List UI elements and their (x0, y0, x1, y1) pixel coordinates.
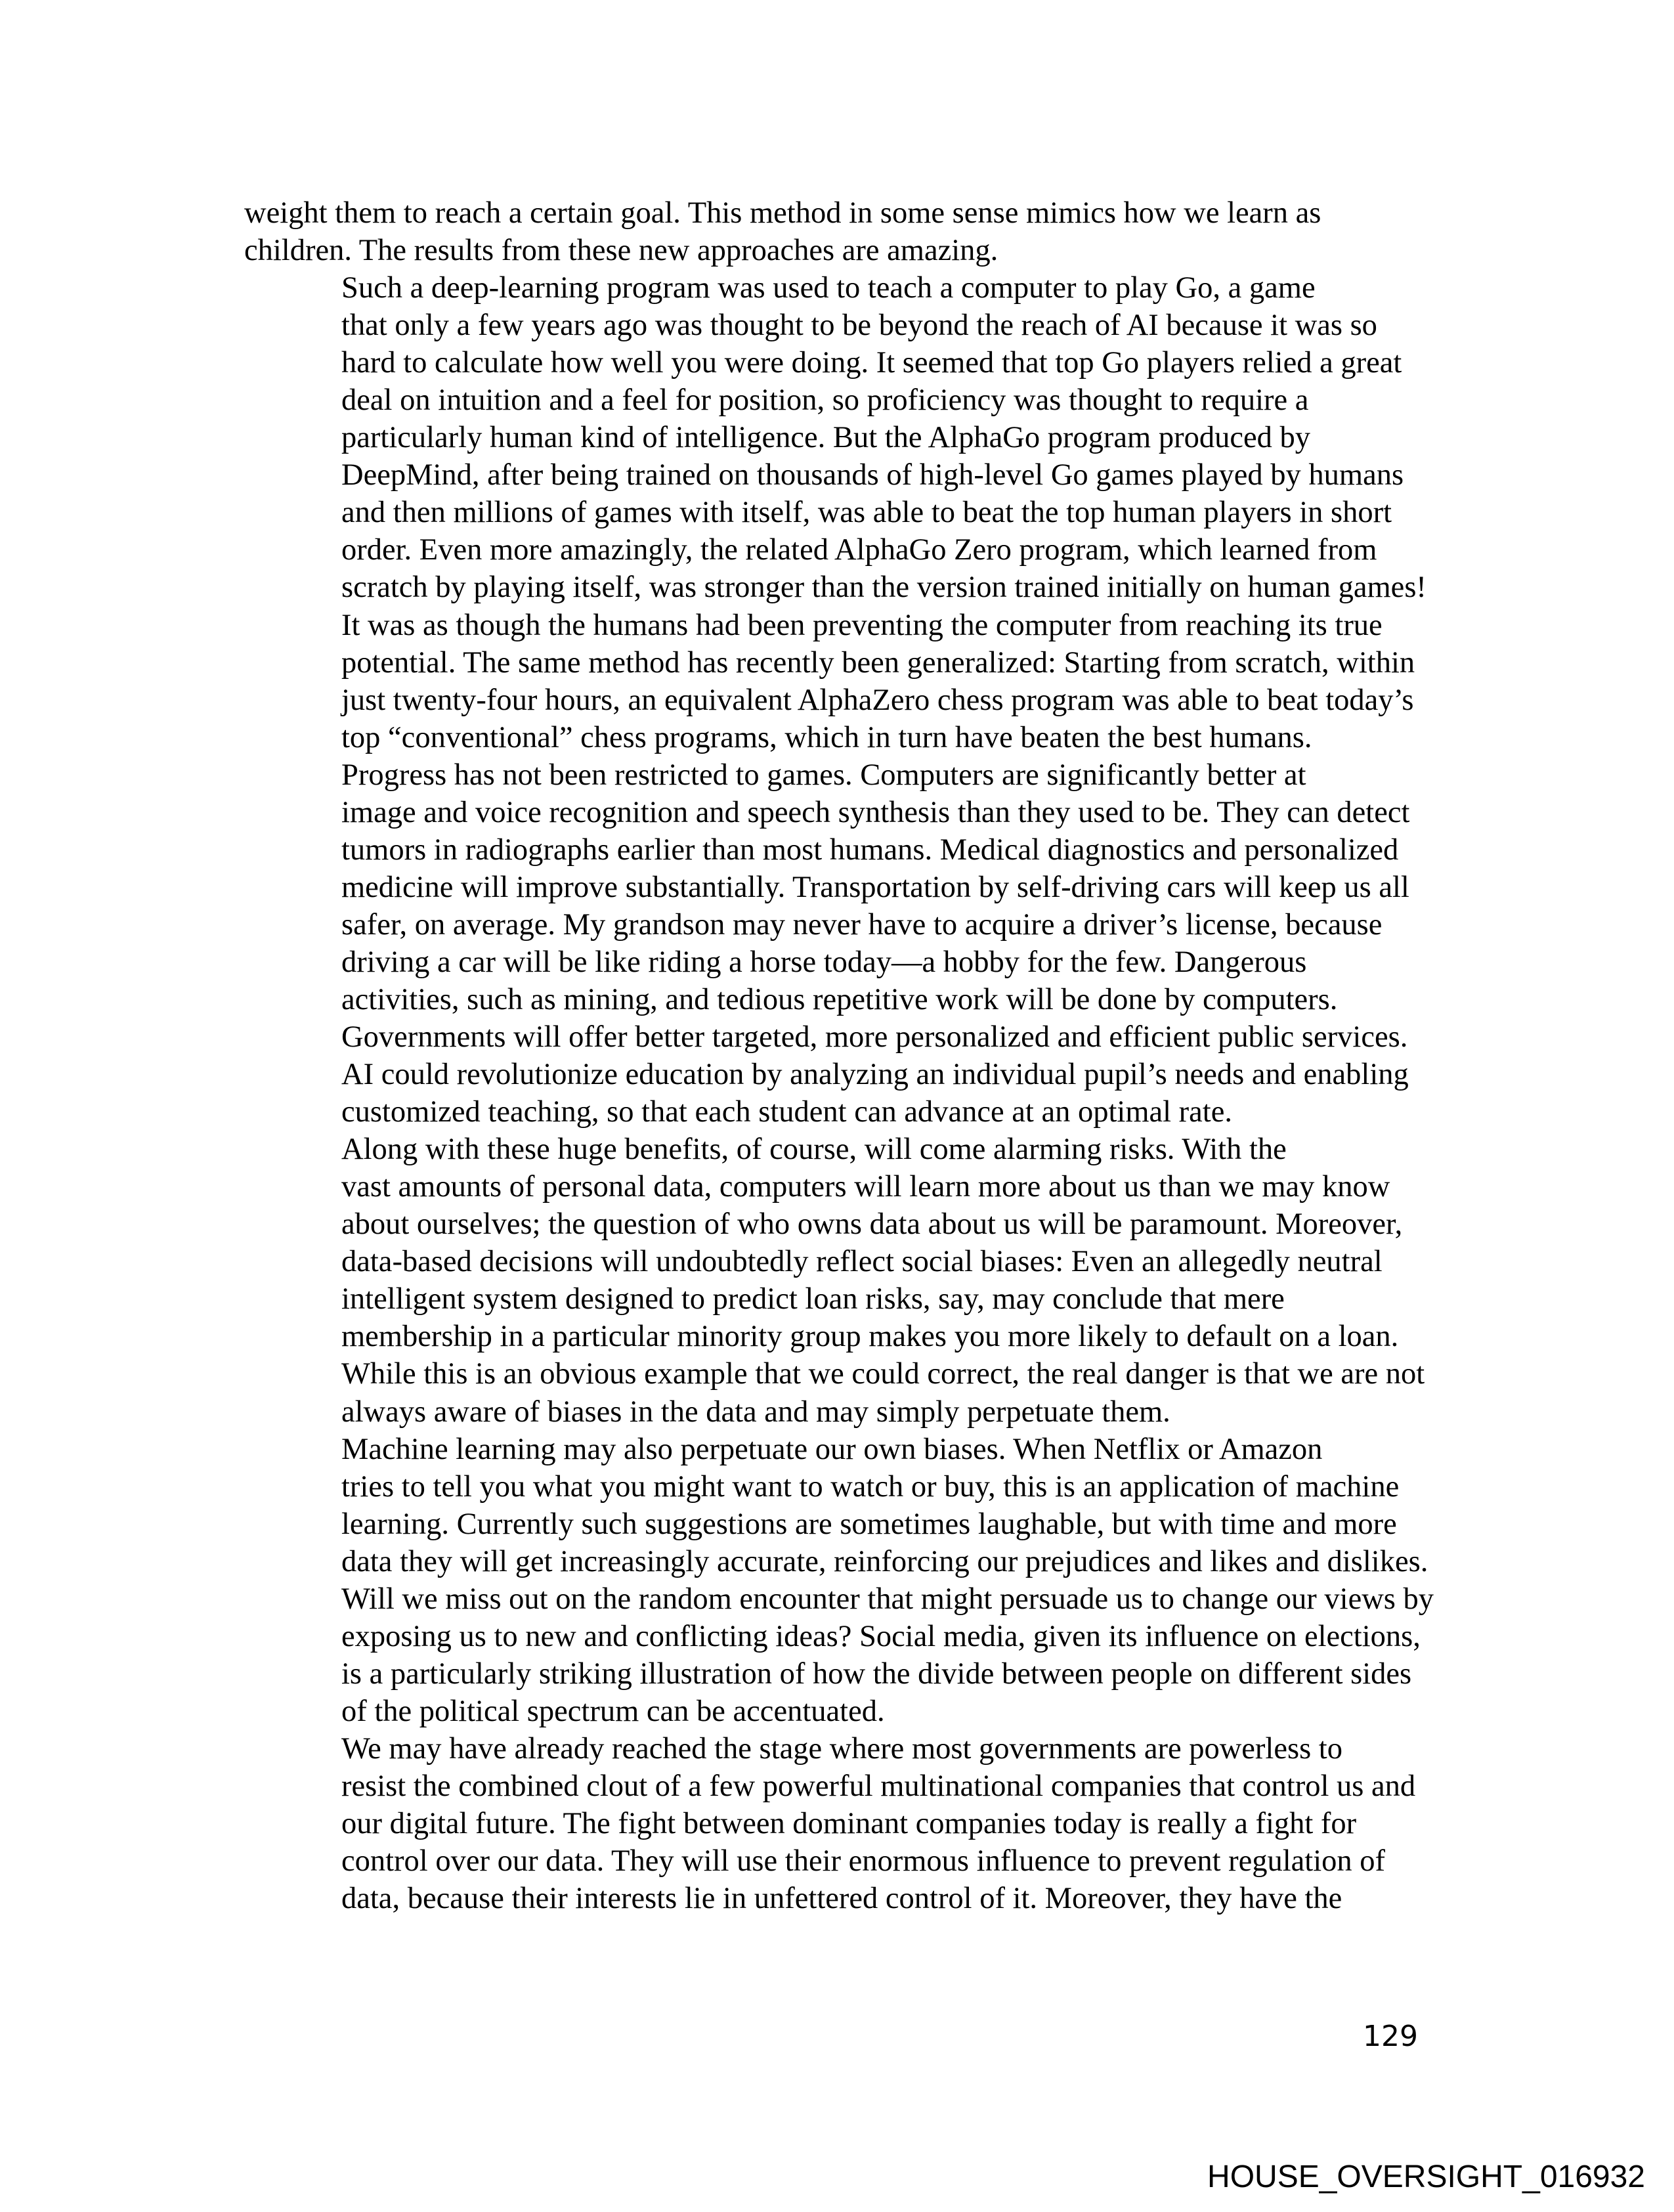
text-line: While this is an obvious example that we could correct, the real danger is that we are not (341, 1357, 1425, 1391)
paragraph-5 (244, 1431, 1434, 1730)
text-line: Machine learning may also perpetuate our own biases. When Netflix or Amazon (341, 1432, 1323, 1466)
text-line: tumors in radiographs earlier than most humans. Medical diagnostics and personalized (341, 833, 1399, 867)
text-line: activities, such as mining, and tedious repetitive work will be done by computers. (341, 982, 1338, 1016)
text-line: safer, on average. My grandson may never have to acquire a driver’s license, because (341, 907, 1383, 942)
body-text (244, 194, 1434, 1917)
bates-stamp: HOUSE_OVERSIGHT_016932 (1207, 2159, 1645, 2194)
text-line: is a particularly striking illustration of how the divide between people on different sides (341, 1657, 1412, 1691)
text-line: Such a deep-learning program was used to teach a computer to play Go, a game (341, 271, 1316, 305)
text-line: weight them to reach a certain goal. This method in some sense mimics how we learn as (244, 196, 1321, 230)
text-line: image and voice recognition and speech synthesis than they used to be. They can detect (341, 795, 1410, 829)
text-line: just twenty-four hours, an equivalent AlphaZero chess program was able to beat today’s (341, 683, 1414, 717)
paragraph-6 (244, 1730, 1425, 1917)
text-line: Will we miss out on the random encounter that might persuade us to change our views by (341, 1582, 1434, 1616)
text-line: We may have already reached the stage where most governments are powerless to (341, 1731, 1342, 1766)
text-line: hard to calculate how well you were doing. It seemed that top Go players relied a great (341, 346, 1402, 380)
text-line: customized teaching, so that each student can advance at an optimal rate. (341, 1095, 1232, 1129)
text-line: Progress has not been restricted to games. Computers are significantly better at (341, 758, 1306, 792)
paragraph-4 (244, 1131, 1425, 1430)
text-line: about ourselves; the question of who owns data about us will be paramount. Moreover, (341, 1207, 1403, 1242)
text-line: data, because their interests lie in unfettered control of it. Moreover, they have the (341, 1882, 1342, 1916)
text-line: Governments will offer better targeted, more personalized and efficient public services. (341, 1020, 1408, 1054)
text-line: that only a few years ago was thought to be beyond the reach of AI because it was so (341, 309, 1377, 343)
text-line: particularly human kind of intelligence. But the AlphaGo program produced by (341, 421, 1310, 455)
text-line: It was as though the humans had been preventing the computer from reaching its true (341, 608, 1383, 642)
text-line: data-based decisions will undoubtedly reflect social biases: Even an allegedly neutral (341, 1245, 1383, 1279)
paragraph-3 (244, 756, 1425, 1131)
text-line: DeepMind, after being trained on thousands of high-level Go games played by humans (341, 458, 1404, 492)
text-line: order. Even more amazingly, the related AlphaGo Zero program, which learned from (341, 533, 1377, 567)
text-line: top “conventional” chess programs, which in turn have beaten the best humans. (341, 720, 1312, 754)
text-line: potential. The same method has recently been generalized: Starting from scratch, within (341, 645, 1415, 680)
text-line: tries to tell you what you might want to watch or buy, this is an application of machine (341, 1469, 1400, 1504)
text-line: driving a car will be like riding a horse today—a hobby for the few. Dangerous (341, 945, 1307, 979)
text-line: control over our data. They will use their enormous influence to prevent regulation of (341, 1844, 1385, 1878)
paragraph-1 (244, 194, 1425, 269)
text-line: exposing us to new and conflicting ideas? Social media, given its influence on elections, (341, 1619, 1421, 1653)
text-line: learning. Currently such suggestions are sometimes laughable, but with time and more (341, 1507, 1397, 1541)
text-line: intelligent system designed to predict loan risks, say, may conclude that mere (341, 1282, 1285, 1316)
text-line: scratch by playing itself, was stronger than the version trained initially on human games! (341, 571, 1427, 605)
text-line: and then millions of games with itself, was able to beat the top human players in short (341, 496, 1392, 530)
text-line: resist the combined clout of a few powerful multinational companies that control us and (341, 1769, 1416, 1803)
text-line: children. The results from these new approaches are amazing. (244, 234, 998, 268)
text-line: membership in a particular minority group makes you more likely to default on a loan. (341, 1320, 1399, 1354)
paragraph-2 (244, 269, 1425, 756)
text-line: data they will get increasingly accurate, reinforcing our prejudices and likes and dislikes. (341, 1544, 1428, 1578)
text-line: our digital future. The fight between dominant companies today is really a fight for (341, 1807, 1357, 1841)
text-line: deal on intuition and a feel for position, so proficiency was thought to require a (341, 383, 1309, 418)
text-line: medicine will improve substantially. Transportation by self-driving cars will keep us all (341, 870, 1409, 904)
text-line: Along with these huge benefits, of course, will come alarming risks. With the (341, 1133, 1287, 1167)
text-line: AI could revolutionize education by analyzing an individual pupil’s needs and enabling (341, 1058, 1409, 1092)
page-number: 129 (1363, 2020, 1418, 2053)
text-line: always aware of biases in the data and may simply perpetuate them. (341, 1395, 1170, 1429)
text-line: vast amounts of personal data, computers will learn more about us than we may know (341, 1170, 1390, 1204)
text-line: of the political spectrum can be accentuated. (341, 1694, 885, 1728)
